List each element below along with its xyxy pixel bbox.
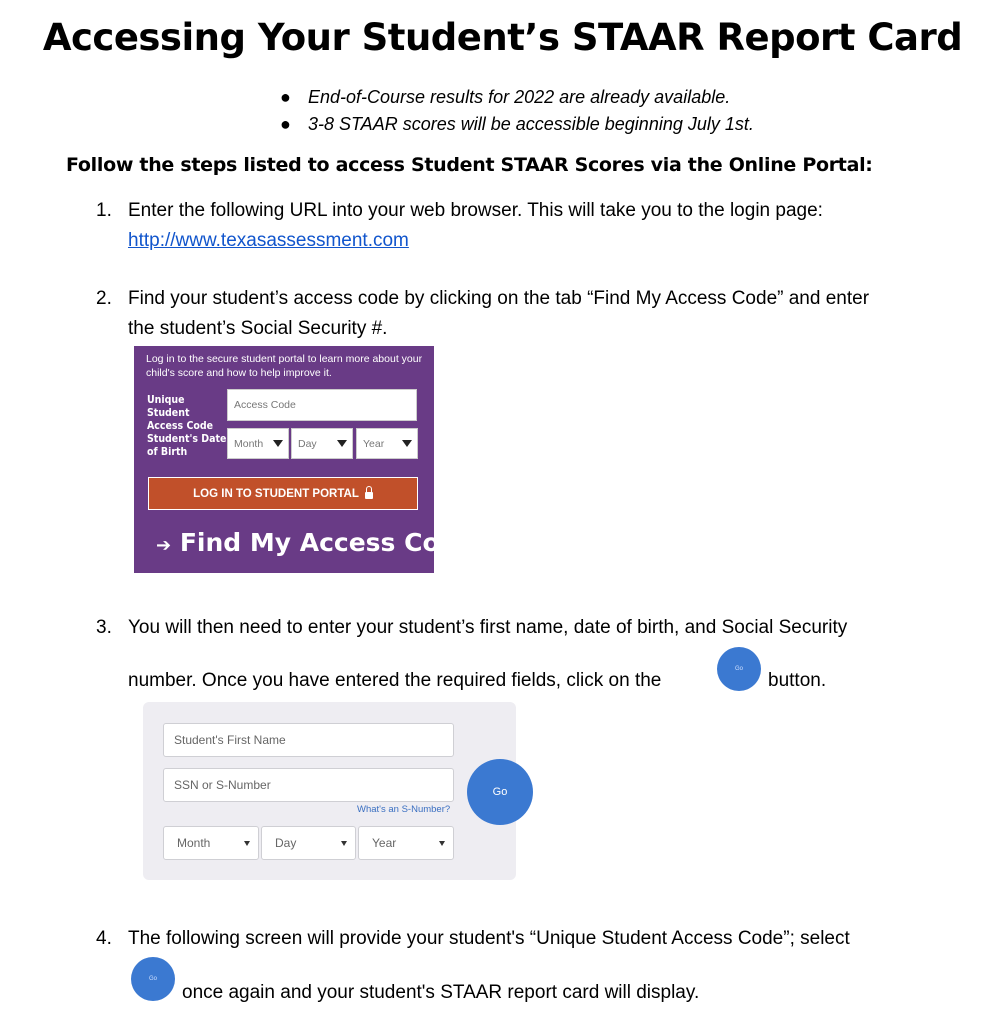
month-select[interactable]: [163, 826, 259, 860]
page-title: Accessing Your Student’s STAAR Report Card: [42, 16, 963, 59]
bullet-icon: ●: [280, 114, 291, 134]
chevron-down-icon: [273, 440, 283, 447]
access-code-label: Unique Student Access Code: [147, 394, 214, 432]
ssn-input[interactable]: SSN or S-Number: [163, 768, 454, 802]
day-value: Day: [298, 437, 317, 450]
portal-intro: Log in to the secure student portal to learn more about your child's score and how to help improve it.: [146, 353, 423, 379]
year-select[interactable]: [356, 428, 418, 459]
lock-icon: [365, 492, 373, 499]
day-select[interactable]: [261, 826, 356, 860]
chevron-down-icon: [337, 440, 347, 447]
login-button-label: LOG IN TO STUDENT PORTAL: [193, 487, 359, 500]
list-item: [280, 84, 754, 111]
find-access-code-tab[interactable]: [156, 528, 475, 557]
step-text: button.: [768, 670, 827, 691]
go-button[interactable]: Go: [467, 759, 533, 825]
step-number: 1.: [96, 200, 112, 221]
step-text: You will then need to enter your student’s first name, date of birth, and Social Security: [128, 617, 848, 638]
step-text: Find your student’s access code by clicking on the tab “Find My Access Code” and enter: [128, 288, 870, 309]
step-number: 2.: [96, 288, 112, 309]
day-value: Day: [275, 836, 297, 850]
year-value: Year: [363, 437, 385, 450]
chevron-down-icon: [244, 841, 250, 846]
month-value: Month: [177, 836, 211, 850]
step-text: Enter the following URL into your web browser. This will take you to the login page:: [128, 200, 823, 221]
day-select[interactable]: [291, 428, 353, 459]
step-text: number. Once you have entered the required fields, click on the: [128, 670, 662, 691]
step-number: 3.: [96, 617, 112, 638]
instructions-heading: Follow the steps listed to access Student STAAR Scores via the Online Portal:: [66, 154, 873, 176]
student-portal-login-panel: [134, 346, 475, 573]
texasassessment-link[interactable]: http://www.texasassessment.com: [128, 230, 409, 251]
month-select[interactable]: [227, 428, 289, 459]
month-value: Month: [234, 437, 264, 450]
first-name-input[interactable]: Student's First Name: [163, 723, 454, 757]
bullet-list: [280, 84, 754, 138]
bullet-text: 3-8 STAAR scores will be accessible beginning July 1st.: [308, 114, 754, 134]
go-button-icon: Go: [131, 957, 175, 1001]
go-button-icon: Go: [717, 647, 761, 691]
chevron-down-icon: [439, 841, 445, 846]
dob-label: Student's Date of Birth: [147, 433, 227, 458]
arrow-right-icon: ➔: [156, 535, 172, 556]
list-item: [280, 111, 754, 138]
step-text: The following screen will provide your student's “Unique Student Access Code”; select: [128, 928, 850, 949]
bullet-text: End-of-Course results for 2022 are already available.: [308, 87, 731, 107]
chevron-down-icon: [341, 841, 347, 846]
find-access-code-label: Find My Access Code: [179, 528, 475, 557]
student-lookup-form: [143, 702, 516, 880]
s-number-help-link[interactable]: What's an S-Number?: [357, 804, 451, 815]
login-student-portal-button[interactable]: [148, 477, 418, 510]
bullet-icon: ●: [280, 87, 291, 107]
step-number: 4.: [96, 928, 112, 949]
year-select[interactable]: [358, 826, 454, 860]
chevron-down-icon: [402, 440, 412, 447]
access-code-input[interactable]: Access Code: [227, 389, 417, 421]
step-text: once again and your student's STAAR report card will display.: [182, 982, 700, 1003]
year-value: Year: [372, 836, 397, 850]
step-text: the student’s Social Security #.: [128, 318, 388, 339]
step-3-end: [768, 666, 826, 696]
